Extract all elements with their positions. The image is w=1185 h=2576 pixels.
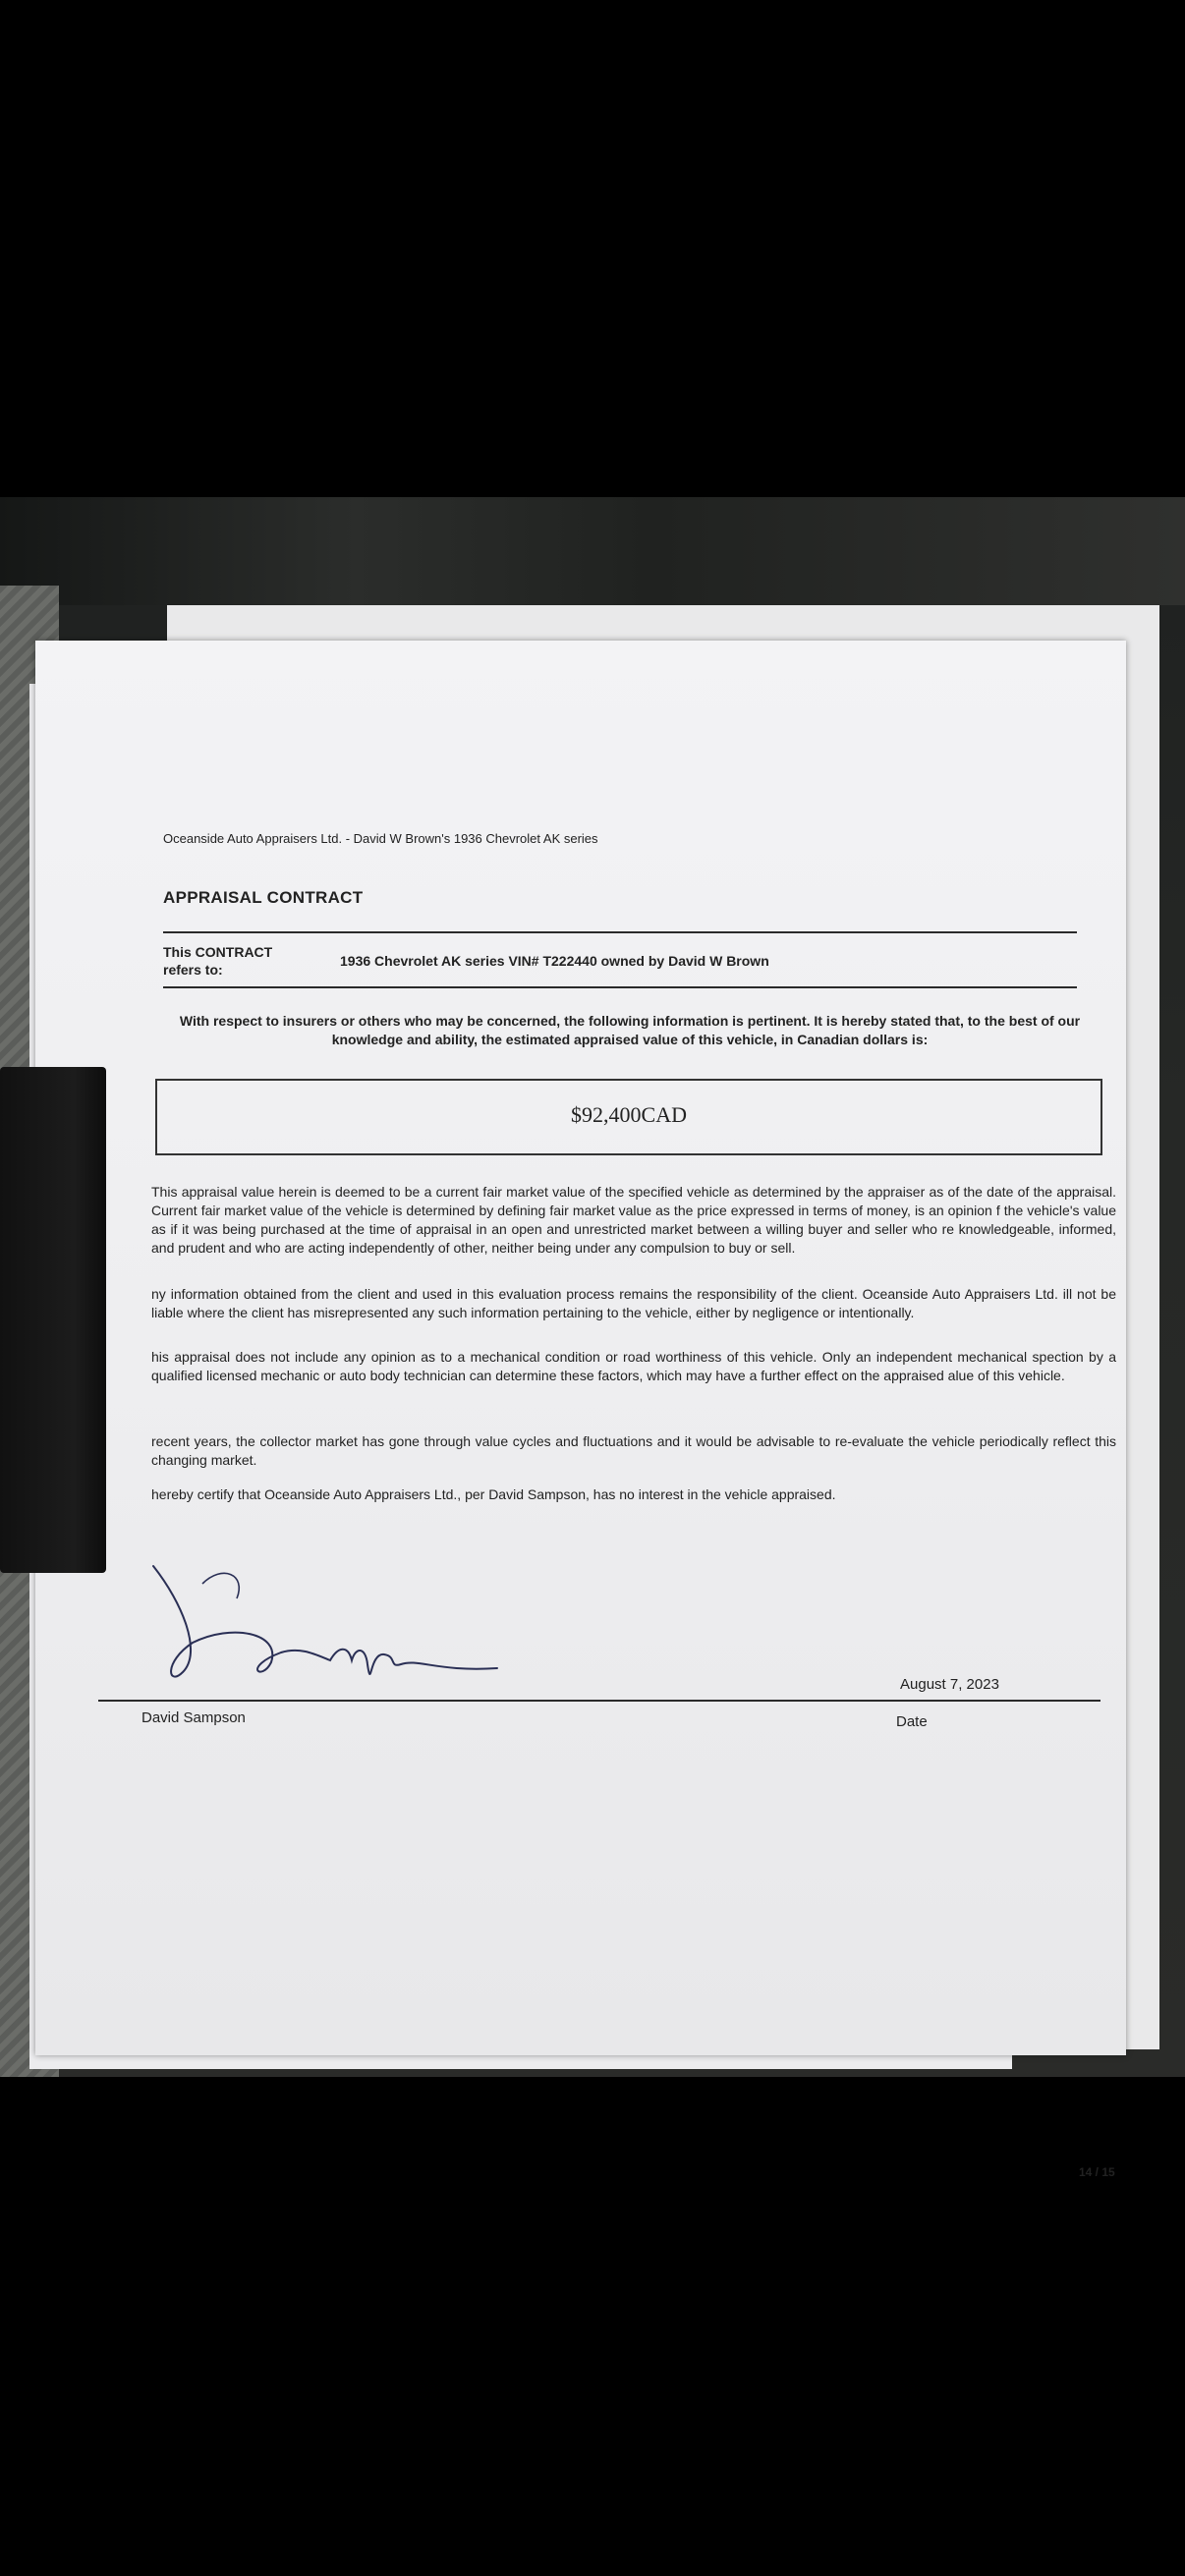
signer-name: David Sampson <box>141 1709 246 1726</box>
binder-clip <box>0 1067 106 1573</box>
refers-label: This CONTRACT refers to: <box>163 944 273 978</box>
divider <box>163 986 1077 988</box>
document-title: APPRAISAL CONTRACT <box>163 888 364 907</box>
background-wall <box>0 497 1185 605</box>
appraised-value: $92,400CAD <box>571 1102 687 1127</box>
signature-line <box>98 1700 1100 1702</box>
refers-value: 1936 Chevrolet AK series VIN# T222440 owned by David W Brown <box>340 953 769 969</box>
document-header: Oceanside Auto Appraisers Ltd. - David W Brown's 1936 Chevrolet AK series <box>163 831 598 846</box>
paragraph-mechanical: his appraisal does not include any opinion as to a mechanical condition or road worthiness of this vehicle. Only an independent mechanical spection by a qualified licensed mechanic or auto body technician can determine these factors, which may have a further effect on the appraised alue of this vehicle. <box>151 1349 1116 1383</box>
paragraph-market-cycles: recent years, the collector market has gone through value cycles and fluctuations and it would be advisable to re-evaluate the vehicle periodically reflect this changing market. <box>151 1433 1116 1468</box>
document-page <box>35 641 1126 2179</box>
paragraph-certify: hereby certify that Oceanside Auto Appraisers Ltd., per David Sampson, has no interest in the vehicle appraised. <box>151 1486 836 1502</box>
paragraph-fair-market: This appraisal value herein is deemed to be a current fair market value of the specified vehicle as determined by the appraiser as of the date of the appraisal. Current fair market value of the vehicle is determined by defining fair market value as the price expressed in terms of money, is an opinion f the vehicle's value as if it was being purchased at the time of appraisal in an open and unrestricted market between a willing buyer and seller who re knowledgeable, informed, and prudent and who are acting independently of other, neither being under any compulsion to buy or sell. <box>151 1184 1116 1256</box>
page-number: 14 / 15 <box>1079 2165 1115 2179</box>
date-label: Date <box>896 1713 928 1730</box>
signature-date: August 7, 2023 <box>900 1676 999 1693</box>
signature-image <box>143 1544 536 1702</box>
pertinent-statement: With respect to insurers or others who may be concerned, the following information is pertinent. It is hereby stated that, to the best of our knowledge and ability, the estimated appraised value of this vehicle, in Canadian dollars is: <box>179 1013 1081 1047</box>
photo-background <box>0 497 1185 2179</box>
paragraph-client-info: ny information obtained from the client and used in this evaluation process remains the responsibility of the client. Oceanside Auto Appraisers Ltd. ill not be liable where the client has misrepresented any such information pertaining to the vehicle, either by negligence or intentionally. <box>151 1286 1116 1320</box>
divider <box>163 931 1077 933</box>
